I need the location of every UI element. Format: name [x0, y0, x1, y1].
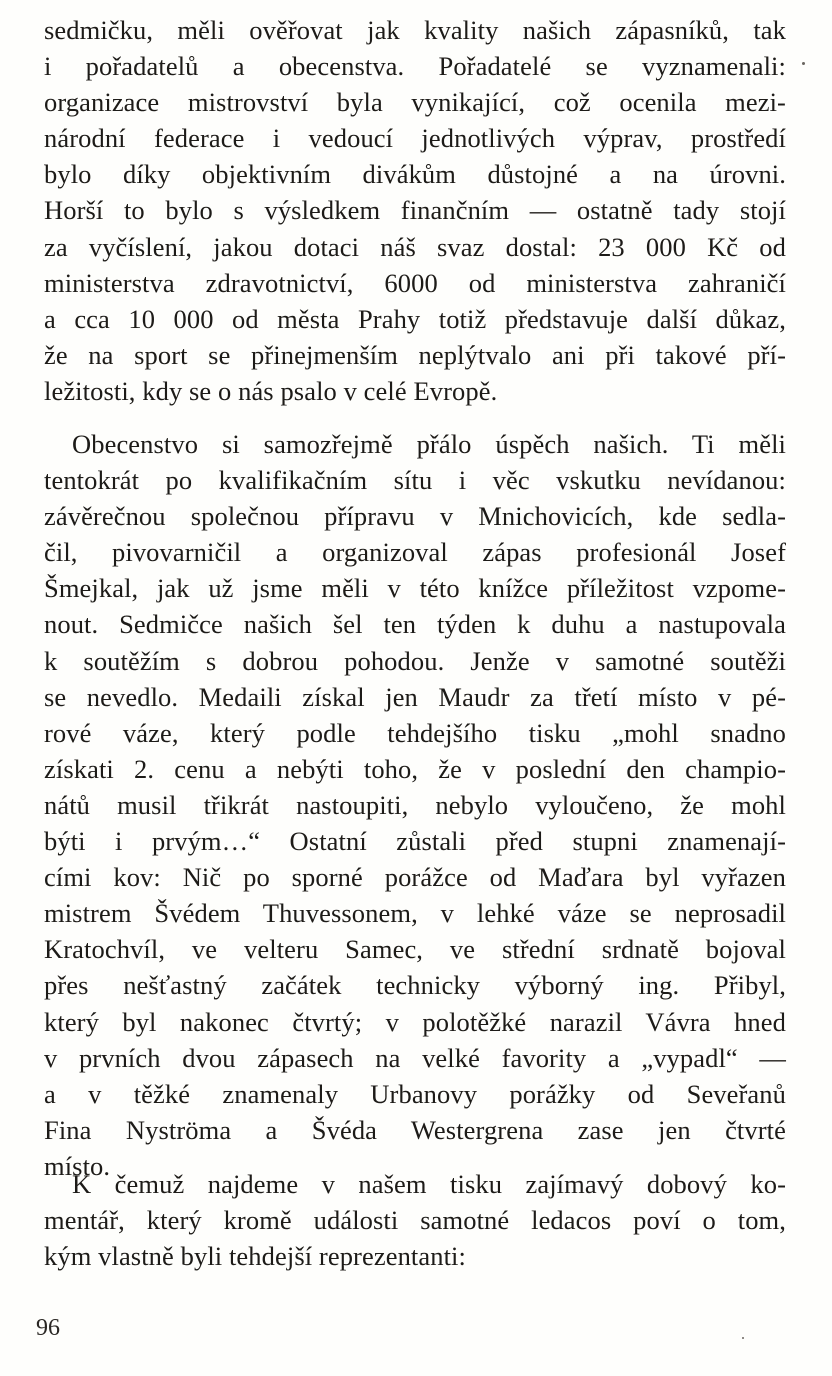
text-line: mistrem Švédem Thuvessonem, v lehké váze se neprosadil — [44, 898, 786, 929]
text-line: k soutěžím s dobrou pohodou. Jenže v samotné soutěži — [44, 645, 786, 676]
text-line: získati 2. cenu a nebýti toho, že v poslední den champio- — [44, 753, 786, 784]
text-line: rové váze, který podle tehdejšího tisku „mohl snadno — [44, 717, 786, 748]
paragraph-2 — [44, 426, 786, 1184]
text-line: nátů musil třikrát nastoupiti, nebylo vyloučeno, že mohl — [44, 789, 786, 820]
paper-speck — [802, 62, 805, 65]
text-line: a v těžké znamenaly Urbanovy porážky od Seveřanů — [44, 1078, 786, 1109]
text-line: sedmičku, měli ověřovat jak kvality našich zápasníků, tak — [44, 15, 786, 45]
text-line: který byl nakonec čtvrtý; v polotěžké narazil Vávra hned — [44, 1006, 786, 1037]
text-line: Fina Nyströma a Švéda Westergrena zase jen čtvrté — [44, 1114, 786, 1145]
paragraph-1 — [44, 12, 786, 409]
text-line: býti i prvým…“ Ostatní zůstali před stupni znamenají- — [44, 826, 786, 857]
text-line: přes nešťastný začátek technicky výborný ing. Přibyl, — [44, 970, 786, 1001]
text-line: mentář, který kromě události samotné ledacos poví o tom, — [44, 1205, 786, 1236]
text-line: Kratochvíl, ve velteru Samec, ve střední srdnatě bojoval — [44, 934, 786, 965]
text-line: Horší to bylo s výsledkem finančním — ostatně tady stojí — [44, 195, 786, 226]
text-line: Obecenstvo si samozřejmě přálo úspěch našich. Ti měli — [72, 429, 786, 459]
text-line: K čemuž najdeme v našem tisku zajímavý dobový ko- — [72, 1169, 786, 1199]
text-line: místo. — [44, 1150, 111, 1181]
text-line: a cca 10 000 od města Prahy totiž představuje další důkaz, — [44, 303, 786, 334]
paragraph-3 — [44, 1166, 786, 1274]
text-line: ležitosti, kdy se o nás psalo v celé Evropě. — [44, 375, 498, 406]
text-line: cími kov: Nič po sporné porážce od Maďara byl vyřazen — [44, 862, 786, 893]
text-line: za vyčíslení, jakou dotaci náš svaz dostal: 23 000 Kč od — [44, 231, 786, 262]
text-line: ministerstva zdravotnictví, 6000 od ministerstva zahraničí — [44, 267, 786, 298]
text-line: závěrečnou společnou přípravu v Mnichovicích, kde sedla- — [44, 501, 786, 532]
text-line: v prvních dvou zápasech na velké favority a „vypadl“ — — [44, 1042, 786, 1073]
text-line: se nevedlo. Medaili získal jen Maudr za třetí místo v pé- — [44, 681, 786, 712]
text-line: národní federace i vedoucí jednotlivých výprav, prostředí — [44, 123, 786, 154]
text-line: kým vlastně byli tehdejší reprezentanti: — [44, 1241, 466, 1272]
page-number: 96 — [36, 1315, 60, 1341]
text-line: i pořadatelů a obecenstva. Pořadatelé se vyznamenali: — [44, 51, 786, 82]
text-line: že na sport se přinejmenším neplýtvalo ani při takové pří- — [44, 339, 786, 370]
text-line: čil, pivovarničil a organizoval zápas profesionál Josef — [44, 537, 786, 568]
text-line: organizace mistrovství byla vynikající, což ocenila mezi- — [44, 87, 786, 118]
text-line: tentokrát po kvalifikačním sítu i věc vskutku nevídanou: — [44, 465, 786, 496]
text-line: nout. Sedmičce našich šel ten týden k duhu a nastupovala — [44, 609, 786, 640]
text-line: bylo díky objektivním divákům důstojné a na úrovni. — [44, 159, 786, 190]
text-line: Šmejkal, jak už jsme měli v této knížce příležitost vzpome- — [44, 573, 786, 604]
paper-speck — [742, 1337, 744, 1339]
